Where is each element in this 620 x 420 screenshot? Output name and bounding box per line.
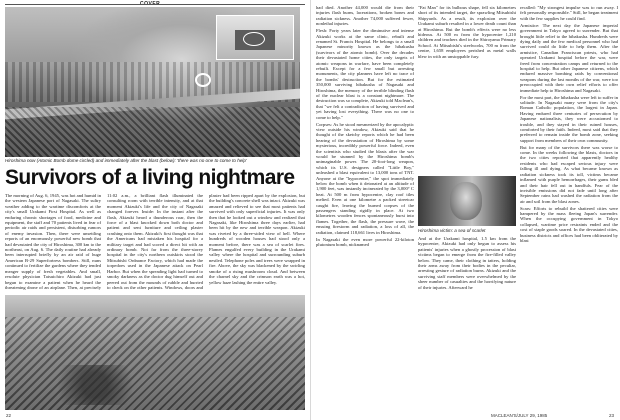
victim-photo	[418, 176, 516, 226]
photo-caption: Hiroshima now (Atomic Bomb dome circled) and immediately after the blast (below): 'there was no one to come to help'	[5, 158, 247, 163]
victim-photo-caption: Hiroshima victim: a sea of scarlet	[418, 228, 486, 233]
inset-circle-marker	[243, 32, 265, 46]
photo-texture	[35, 365, 155, 405]
paragraph: Flesh: Forty years later the diminutive and intense Akizuki works at the same clinic, rebuilt and renamed St. Francis Hospital. He belongs to a small Japanese minority known as the hibakusha (survivors of the atomic bomb). Over the decades their devastated home cities, the only targets of atomic weapons in warfare, have been completely rebuilt. Except for a few small but arresting monuments, the city planners have left no trace of the bombs' destruction. But for the estimated 350,000 surviving hibakusha of Nagasaki and Hiroshima, the memory of the terrible blinding flash of the nuclear blast is a constant nightmare. The destruction was so complete, Akizuki told Maclean's, that "we felt a contradiction of having survived and yet having lost everything. There was no one to come to help."	[316, 28, 414, 120]
paragraph: Corpses: As he stood mesmerized by the apocalyptic view outside his window, Akizuki said that he thought of the sketchy reports which he had been hearing of the devastation of Hiroshima by some mysterious, incredibly powerful force. Indeed, even the scientists who studied the blasts after the war would be stunned by the Hiroshima bomb's unimaginable power. The 20-foot-long weapon, which its U.S. designers called "Little Boy," unleashed a blast equivalent to 13,000 tons of TNT. Anyone at the "hypocentre," the spot immediately below the bomb when it detonated at an altitude of 1,900 feet, was instantly incinerated by the 3,000° C heat. At 500 m from hypocentre, clay roof tiles melted. Even at one kilometre a packed streetcar caught fire, leaving the burned corpses of the passengers standing rigidly in place. At two kilometres wooden fences spontaneously burst into flames. Together, the flash, the pressure wave, the ensuing firestorm and radiation, a loss of all, the radiation, claimed 118,661 lives in Hiroshima.	[316, 121, 414, 235]
page-number-left: 22	[6, 413, 12, 418]
article-column-3	[520, 5, 618, 415]
hiroshima-aerial-photo	[5, 7, 300, 157]
section-rule	[5, 4, 305, 5]
paragraph: Armistice: The next day the Japanese imperial government in Tokyo agreed to surrender. But that brought little relief to the hibakusha. Hundreds were dying daily and the few medical personnel who had survived could do little to help them. After the armistice, Canadian Franciscan priests, who had operated Urakami hospital before the war, were freed from concentration camps and returned to the hospital to help. But other Japanese citizens, which endured massive bombing raids by conventional weapons during the last months of the war, were too preoccupied with their own relief efforts to offer immediate help to Hiroshima and Nagasaki.	[520, 22, 618, 93]
nagasaki-ruins-photo	[5, 295, 305, 410]
paragraph: recalled: "My strongest impulse was to run away. I felt personally responsible." Still, he began treatment with the few supplies he could find.	[520, 5, 618, 21]
page-number-right: 23	[608, 413, 614, 418]
inset-photo	[216, 15, 294, 60]
victim-figure	[450, 182, 482, 220]
paragraph: And at the Urakami hospital, 1.5 km from the hypocentre, Akizuki had only begun to assess his patients' injuries when a ghostly procession of blast victims began to emerge from the fire-filled valley below. They came, their clothing in tatters, holding their arms away from their bodies in the peculiar, arresting gesture of radiation burns. Akizuki and the surviving staff members were overwhelmed by the sheer number of casualties and the horrifying nature of their injuries. Afterward he	[418, 236, 516, 290]
article-column-2	[418, 5, 516, 175]
paragraph: In Nagasaki the even more powerful 22-kiloton plutonium bomb, nicknamed	[316, 236, 414, 247]
paragraph: had died. Another 44,000 would die from their injuries flash burns, lacerations, broken bones and radiation sickness. Another 74,000 suffered fewer, nonlethal injuries.	[316, 5, 414, 27]
paragraph: Scars: Efforts to rebuild the shattered cities were hampered by the mass fleeing Japan's surrender. When the occupying government in Tokyo collapsed, wartime price restraints ended and the cost of staple goods soared. In the devastated cities, business districts and offices had been obliterated by blast	[520, 205, 618, 244]
article-column-1	[316, 5, 414, 415]
dome-circle-marker	[195, 73, 211, 87]
article-lead-text: The morning of Aug. 6, 1945, was hot and humid in the western Japanese port of Nagasaki. The sultry weather adding to the wartime discomforts at the city's small Urakami First Hospital. As well as enduring chronic shortages of food, medicine and equipment, the staff and 70 patients lived in fear of periodic air raids and persistent, disturbing rumors of enemy invasion. Then, there were unsettling reports of an enormously powerful new bomb that had devastated the city of Hiroshima, 300 km to the northeast, on Aug. 6. The daily routine had already been interrupted briefly by an air raid of huge American B-29 Superfortress bombers. Still, nuns continued to fertilize the gardens where they tended meager supply of fresh vegetables. And small, resolute physician Tatsuichiro Akizuki had just begun to examine a patient when he heard the threatening drone of an airplane. Then, at precisely 11:02 a.m., a brilliant flash illuminated the consulting room with terrible intensity, and at that moment Akizuki's life and the city of Nagasaki changed forever. Inside: In the instant after the flash, Akizuki heard a thunderous roar, then the force of a blast knocked down both doctor and patient and sent furniture and ceiling plaster crashing onto them. Akizuki's first thought was that the Americans had mistaken his hospital for a military target and had scored a direct hit with an ordinary bomb. Not far from the three-storey hospital in the city's northern outskirts stood the Mitsubishi Ordnance Factory, which had made the torpedoes used in the Japanese attack on Pearl Harbor. But when the spreading light had turned to smoky darkness as the doctor dug himself out and peered out from the mounds of rubble and hurried to check on the other patients. Windows, doors and plaster had been ripped apart by the explosion, but the building's concrete shell was intact. Akizuki was amazed and relieved to see that most patients had survived with only superficial injuries. It was only then that he looked out a window and realized that Nagasaki, like Hiroshima three days earlier, had been hit by the new and terrible weapon. Akizuki was riveted by a three-sided view of hell. Where hundreds of wooden houses had stood only a moment before, there was a sea of scarlet fires. Flames engulfed every building in the Urakami valley where the hospital and surrounding suburb nestled. Telephone poles and trees were wrapped in fire. Above, the sky was blackened by the swirling smoke of a rising mushroom cloud. And between the charnel sky and the crimson earth was a hot, yellow haze lashing the entire valley.	[5, 193, 305, 290]
paragraph: But for many of the survivors there was worse to come. In the weeks following the blasts, doctors in the two cities reported that apparently healthy residents who had escaped serious injury were falling ill and dying. As what became known as radiation sickness took its toll, victims became inflamed with purple hemorrhages, their gums bled and their hair fell out in handfuls. Fear of the invisible emissions did not fade until long after September rains had washed the radiation from the air and soil from the blast zones.	[520, 144, 618, 204]
section-label: COVER	[140, 1, 161, 7]
right-page	[310, 0, 620, 420]
publication-date-footer: MACLEAN'S/JULY 29, 1985	[491, 413, 548, 418]
article-column-2-continued	[418, 236, 516, 406]
paragraph: For the most part, the hibakusha were left to suffer in solitude. In Nagasaki many were from the city's Roman Catholic population, the largest in Japan. Having endured three centuries of persecution by Japanese nationalists, they were accustomed to trouble, and they stayed in their ruined houses, comforted by their faith. Indeed, most said that they preferred to remain inside the bomb zone, seeking support from members of their own community.	[520, 94, 618, 143]
article-headline: Survivors of a living nightmare	[5, 166, 295, 189]
paragraph: "Fat Man" for its bulbous shape, fell six kilometres short of its intended target, the sprawling Mitsubishi Shipyards. As a result, its explosion over the Urakami suburb resulted in a lower death count than at Hiroshima. But the bomb's effects were no less hideous. At 500 m from the hypocentre 1,210 children and teachers died in the Shiroyama Primary School. At Mitsubishi's steelworks, 700 m from the centre, 1,658 employees perished as metal walls blew in with an unstoppable fury.	[418, 5, 516, 59]
photo-texture	[5, 107, 300, 157]
